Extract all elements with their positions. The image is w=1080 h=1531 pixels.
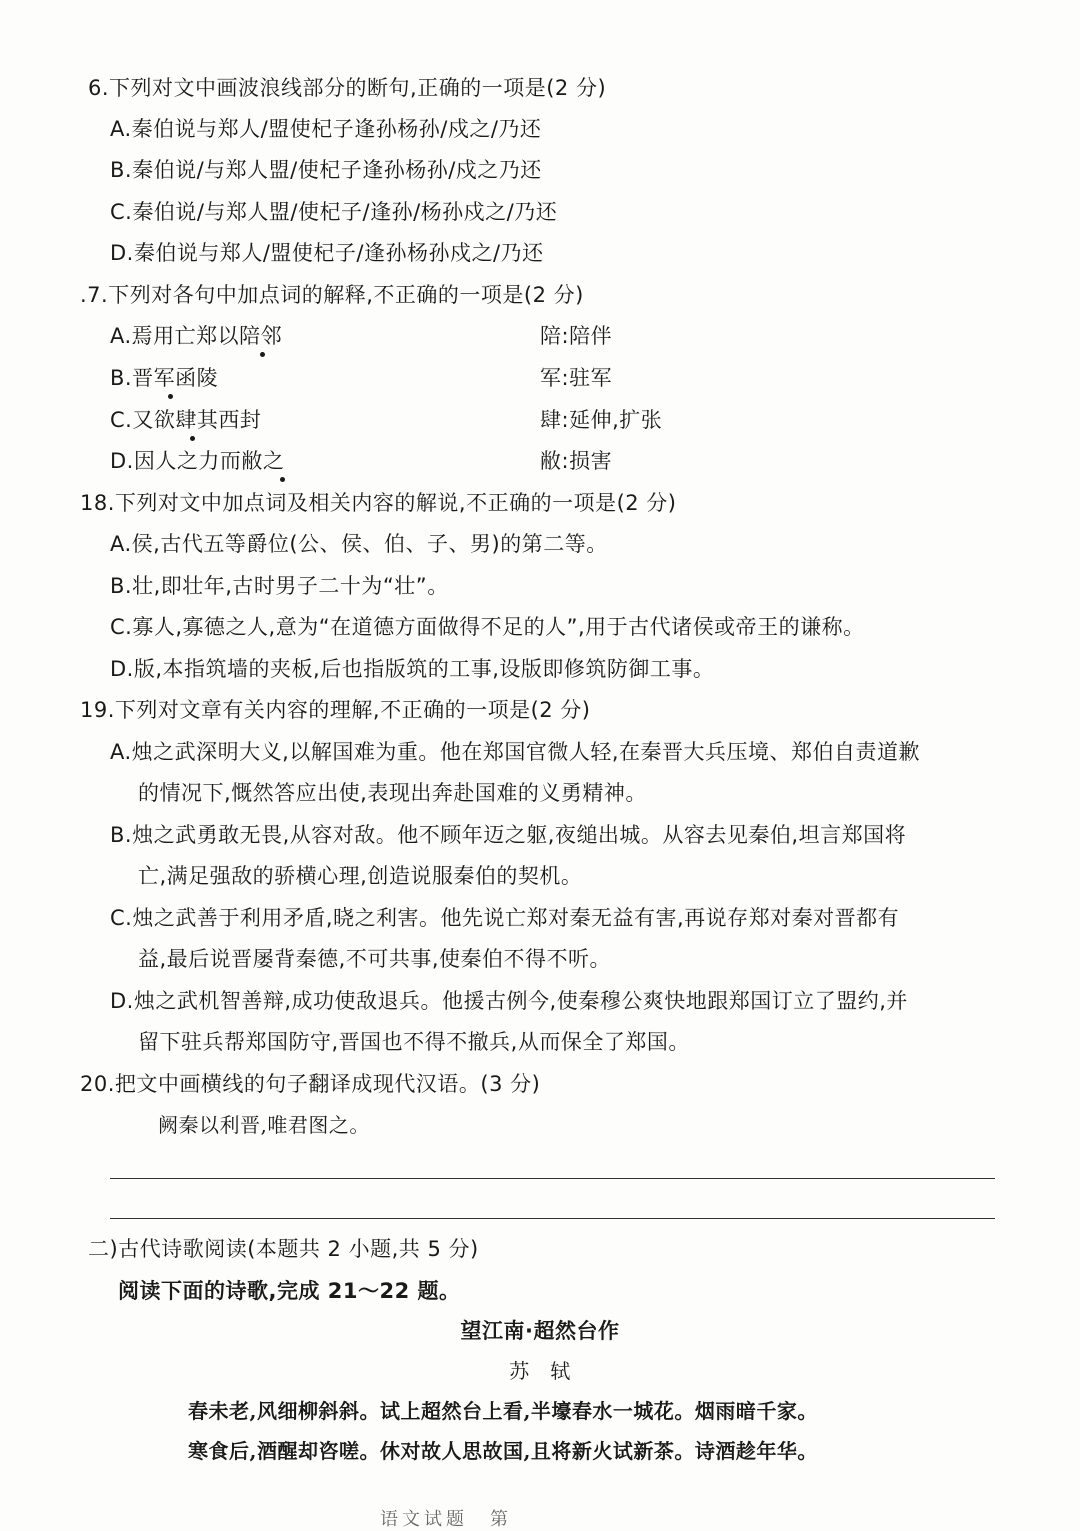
q17-option-d: D.因人之力而敝之: [110, 449, 285, 473]
emphasis-dot: [260, 352, 265, 357]
section2-instruction: 阅读下面的诗歌,完成 21～22 题。: [118, 1279, 461, 1303]
q17-gloss-b: 军:驻军: [540, 366, 613, 390]
q17-option-a: A.焉用亡郑以陪邻: [110, 324, 283, 348]
emphasis-dot: [280, 477, 285, 482]
q16-option-a: A.秦伯说与郑人/盟使杞子逢孙杨孙/戍之/乃还: [110, 117, 542, 141]
q18-stem: 18.下列对文中加点词及相关内容的解说,不正确的一项是(2 分): [80, 491, 677, 515]
q17-gloss-d: 敝:损害: [540, 449, 613, 473]
q18-option-d: D.版,本指筑墙的夹板,后也指版筑的工事,设版即修筑防御工事。: [110, 657, 715, 681]
q19-option-a-line2: 的情况下,慨然答应出使,表现出奔赴国难的义勇精神。: [138, 781, 647, 805]
q16-option-c: C.秦伯说/与郑人盟/使杞子/逢孙/杨孙戍之/乃还: [110, 200, 558, 224]
q18-option-c: C.寡人,寡德之人,意为“在道德方面做得不足的人”,用于古代诸侯或帝王的谦称。: [110, 615, 865, 639]
answer-line[interactable]: [110, 1218, 995, 1219]
q17-gloss-c: 肆:延伸,扩张: [540, 408, 663, 432]
q18-option-b: B.壮,即壮年,古时男子二十为“壮”。: [110, 574, 449, 598]
page-footer: 语文试题 第: [380, 1509, 512, 1530]
answer-line[interactable]: [110, 1178, 995, 1179]
q18-option-a: A.侯,古代五等爵位(公、侯、伯、子、男)的第二等。: [110, 532, 608, 556]
q19-option-d-line2: 留下驻兵帮郑国防守,晋国也不得不撤兵,从而保全了郑国。: [138, 1030, 690, 1054]
q19-option-b-line2: 亡,满足强敌的骄横心理,创造说服秦伯的契机。: [138, 864, 583, 888]
q19-option-c-line2: 益,最后说晋屡背秦德,不可共事,使秦伯不得不听。: [138, 947, 612, 971]
q20-sentence: 阙秦以利晋,唯君图之。: [158, 1113, 370, 1137]
q19-option-c-line1: C.烛之武善于利用矛盾,晓之利害。他先说亡郑对秦无益有害,再说存郑对秦对晋都有: [110, 906, 900, 930]
poem-line: 寒食后,酒醒却咨嗟。休对故人思故国,且将新火试新茶。诗酒趁年华。: [188, 1439, 818, 1463]
emphasis-dot: [190, 436, 195, 441]
q17-gloss-a: 陪:陪伴: [540, 324, 613, 348]
q16-stem: 6.下列对文中画波浪线部分的断句,正确的一项是(2 分): [88, 76, 607, 100]
q19-option-a-line1: A.烛之武深明大义,以解国难为重。他在郑国官微人轻,在秦晋大兵压境、郑伯自责道歉: [110, 740, 921, 764]
emphasis-dot: [168, 394, 173, 399]
q17-option-b: B.晋军函陵: [110, 366, 219, 390]
section2-heading: 二)古代诗歌阅读(本题共 2 小题,共 5 分): [88, 1237, 479, 1261]
q19-stem: 19.下列对文章有关内容的理解,不正确的一项是(2 分): [80, 698, 591, 722]
q17-option-c: C.又欲肆其西封: [110, 408, 262, 432]
q19-option-b-line1: B.烛之武勇敢无畏,从容对敌。他不顾年迈之躯,夜缒出城。从容去见秦伯,坦言郑国将: [110, 823, 907, 847]
q17-stem: .7.下列对各句中加点词的解释,不正确的一项是(2 分): [80, 283, 584, 307]
poem-title: 望江南·超然台作: [460, 1319, 620, 1343]
q16-option-d: D.秦伯说与郑人/盟使杞子/逢孙杨孙戍之/乃还: [110, 241, 544, 265]
q16-option-b: B.秦伯说/与郑人盟/使杞子逢孙杨孙/戍之乃还: [110, 158, 542, 182]
poem-line: 春未老,风细柳斜斜。试上超然台上看,半壕春水一城花。烟雨暗千家。: [188, 1399, 818, 1423]
poem-author: 苏 轼: [509, 1359, 571, 1383]
q20-stem: 20.把文中画横线的句子翻译成现代汉语。(3 分): [80, 1072, 541, 1096]
q19-option-d-line1: D.烛之武机智善辩,成功使敌退兵。他援古例今,使秦穆公爽快地跟郑国订立了盟约,并: [110, 989, 908, 1013]
